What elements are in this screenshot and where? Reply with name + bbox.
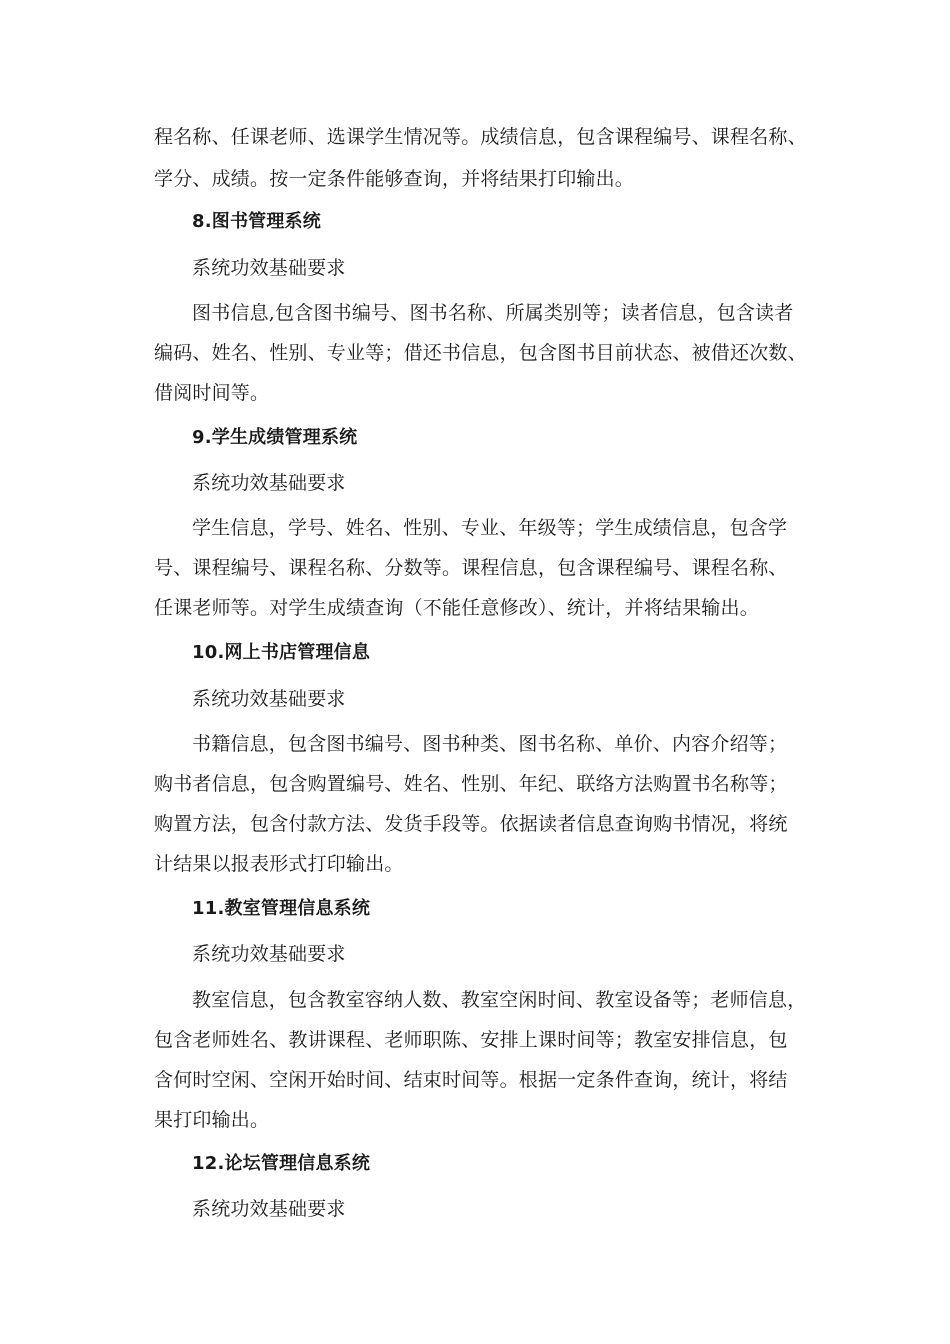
section-8-line-1: 图书信息,包含图书编号、图书名称、所属类别等；读者信息，包含读者: [192, 302, 794, 324]
section-11-line-2: 包含老师姓名、教讲课程、老师职陈、安排上课时间等；教室安排信息，包: [154, 1029, 788, 1051]
section-9-subtitle: 系统功效基础要求: [192, 472, 346, 494]
intro-line-2: 学分、成绩。按一定条件能够查询，并将结果打印输出。: [154, 168, 635, 190]
section-12-subtitle: 系统功效基础要求: [192, 1198, 346, 1220]
section-9-line-1: 学生信息，学号、姓名、性别、专业、年级等；学生成绩信息，包含学: [192, 517, 788, 539]
section-8-line-2: 编码、姓名、性别、专业等；借还书信息，包含图书目前状态、被借还次数、: [154, 342, 807, 364]
section-10-title: 10.网上书店管理信息: [192, 642, 371, 663]
section-9-line-2: 号、课程编号、课程名称、分数等。课程信息，包含课程编号、课程名称、: [154, 557, 788, 579]
intro-line-1: 程名称、任课老师、选课学生情况等。成绩信息，包含课程编号、课程名称、: [154, 126, 807, 148]
section-11-subtitle: 系统功效基础要求: [192, 943, 346, 965]
section-10-subtitle: 系统功效基础要求: [192, 688, 346, 710]
section-9-line-3: 任课老师等。对学生成绩查询（不能任意修改）、统计，并将结果输出。: [154, 597, 759, 619]
section-8-subtitle: 系统功效基础要求: [192, 257, 346, 279]
section-12-title: 12.论坛管理信息系统: [192, 1153, 371, 1174]
section-9-title: 9.学生成绩管理系统: [192, 427, 358, 448]
section-10-line-2: 购书者信息，包含购置编号、姓名、性别、年纪、联络方法购置书名称等；: [154, 773, 788, 795]
section-10-line-3: 购置方法，包含付款方法、发货手段等。依据读者信息查询购书情况，将统: [154, 813, 788, 835]
section-8-title: 8.图书管理系统: [192, 211, 321, 232]
section-11-line-4: 果打印输出。: [154, 1109, 270, 1131]
section-10-line-4: 计结果以报表形式打印输出。: [154, 853, 404, 875]
section-8-line-3: 借阅时间等。: [154, 382, 270, 404]
section-11-line-3: 含何时空闲、空闲开始时间、结束时间等。根据一定条件查询，统计，将结: [154, 1069, 788, 1091]
section-11-title: 11.教室管理信息系统: [192, 898, 371, 919]
section-10-line-1: 书籍信息，包含图书编号、图书种类、图书名称、单价、内容介绍等；: [192, 733, 788, 755]
section-11-line-1: 教室信息，包含教室容纳人数、教室空闲时间、教室设备等；老师信息，: [192, 989, 807, 1011]
